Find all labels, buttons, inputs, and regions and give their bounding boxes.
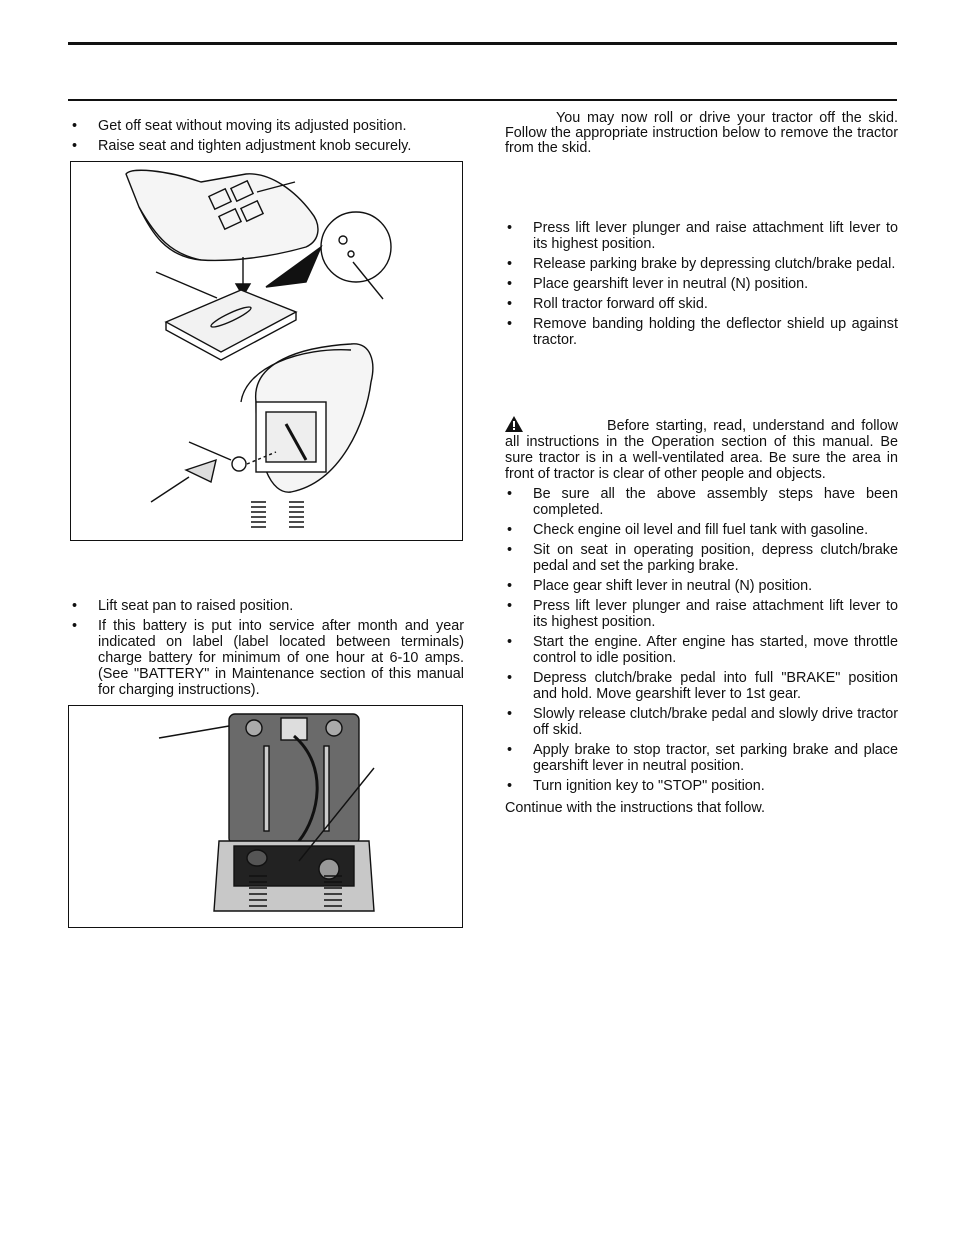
list-item: • Release parking brake by depressing clutch/brake pedal. (505, 256, 898, 272)
intro-paragraph: You may now roll or drive your tractor off the skid. Follow the appropriate instruction below to remove the tractor from the skid. (505, 110, 898, 156)
list-item: • If this battery is put into service after month and year indicated on label (label located between terminals) charge battery for minimum of one hour at 6-10 amps. (See "BATTERY" in Maintenance section of this manual for charging instructions). (70, 618, 464, 698)
list-item: • Slowly release clutch/brake pedal and slowly drive tractor off skid. (505, 706, 898, 738)
list-item: • Sit on seat in operating position, depress clutch/brake pedal and set the parking brake. (505, 542, 898, 574)
list-item: • Press lift lever plunger and raise attachment lift lever to its highest position. (505, 220, 898, 252)
list-item: • Press lift lever plunger and raise attachment lift lever to its highest position. (505, 598, 898, 630)
list-item: • Get off seat without moving its adjusted position. (70, 118, 464, 134)
list-item: • Be sure all the above assembly steps have been completed. (505, 486, 898, 518)
list-item: • Start the engine. After engine has started, move throttle control to idle position. (505, 634, 898, 666)
list-item: • Apply brake to stop tractor, set parking brake and place gearshift lever in neutral position. (505, 742, 898, 774)
list-item: • Turn ignition key to "STOP" position. (505, 778, 898, 794)
list-item: • Check engine oil level and fill fuel tank with gasoline. (505, 522, 898, 538)
warning-text: Before starting, read, understand and follow all instructions in the Operation section of this manual. Be sure tractor is in a well-ventilated area. Be sure the area in front of tractor is clear of other people and objects. (505, 418, 898, 482)
warning-paragraph (505, 416, 898, 482)
seat-steps-list (70, 118, 464, 154)
battery-figure (68, 705, 463, 928)
list-item: • Raise seat and tighten adjustment knob securely. (70, 138, 464, 154)
closing-paragraph: Continue with the instructions that follow. (505, 800, 765, 816)
list-item: • Depress clutch/brake pedal into full "BRAKE" position and hold. Move gearshift lever to 1st gear. (505, 670, 898, 702)
battery-steps-list (70, 598, 464, 698)
warning-triangle-icon (505, 416, 523, 432)
left-column-top (70, 118, 464, 158)
list-item: • Lift seat pan to raised position. (70, 598, 464, 614)
right-column (505, 111, 898, 816)
header-rule-bottom (68, 99, 897, 101)
list-item: • Roll tractor forward off skid. (505, 296, 898, 312)
left-column-bottom (70, 598, 464, 702)
header-rule-top (68, 42, 897, 45)
battery-illustration (69, 706, 464, 929)
list-item: • Place gear shift lever in neutral (N) position. (505, 578, 898, 594)
seat-illustration (71, 162, 464, 542)
drive-off-steps-list (505, 486, 898, 794)
list-item: • Place gearshift lever in neutral (N) position. (505, 276, 898, 292)
roll-off-steps-list (505, 220, 898, 348)
list-item: • Remove banding holding the deflector shield up against tractor. (505, 316, 898, 348)
seat-figure (70, 161, 463, 541)
